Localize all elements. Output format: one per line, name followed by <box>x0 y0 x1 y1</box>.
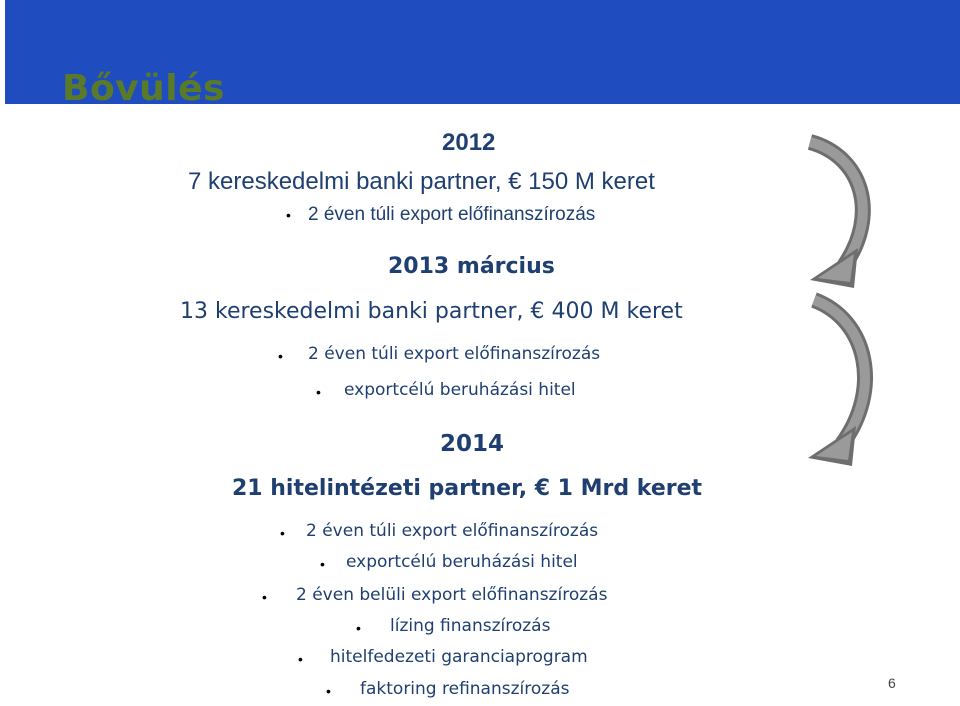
bullet-icon: • <box>286 207 291 223</box>
bullet-icon: • <box>316 384 321 400</box>
bullet-icon: • <box>356 620 361 636</box>
bullet-icon: • <box>298 651 303 667</box>
item-2013-2: exportcélú beruházási hitel <box>344 380 576 400</box>
item-2012-1: 2 éven túli export előfinanszírozás <box>308 204 596 225</box>
year-2013: 2013 március <box>388 254 555 279</box>
item-2014-5: hitelfedezeti garanciaprogram <box>330 647 588 667</box>
page-number: 6 <box>888 675 896 691</box>
bullet-icon: • <box>278 348 283 364</box>
curved-arrow-icon <box>808 300 865 466</box>
item-2014-3: 2 éven belüli export előfinanszírozás <box>296 585 608 605</box>
headline-2012: 7 kereskedelmi banki partner, € 150 M keret <box>188 168 655 195</box>
bullet-icon: • <box>262 589 267 605</box>
item-2013-1: 2 éven túli export előfinanszírozás <box>308 344 601 364</box>
headline-2013: 13 kereskedelmi banki partner, € 400 M keret <box>180 299 683 324</box>
year-2012: 2012 <box>442 129 496 156</box>
arrows-graphic <box>800 128 890 488</box>
slide-title: Bővülés <box>62 68 225 109</box>
item-2014-6: faktoring refinanszírozás <box>360 679 570 699</box>
item-2014-1: 2 éven túli export előfinanszírozás <box>306 521 599 541</box>
bullet-icon: • <box>280 525 285 541</box>
headline-2014: 21 hitelintézeti partner, € 1 Mrd keret <box>232 476 703 501</box>
curved-arrow-icon <box>810 142 863 288</box>
bullet-icon: • <box>320 556 325 572</box>
item-2014-2: exportcélú beruházási hitel <box>346 552 578 572</box>
item-2014-4: lízing finanszírozás <box>390 616 551 636</box>
year-2014: 2014 <box>440 431 505 457</box>
bullet-icon: • <box>326 683 331 699</box>
